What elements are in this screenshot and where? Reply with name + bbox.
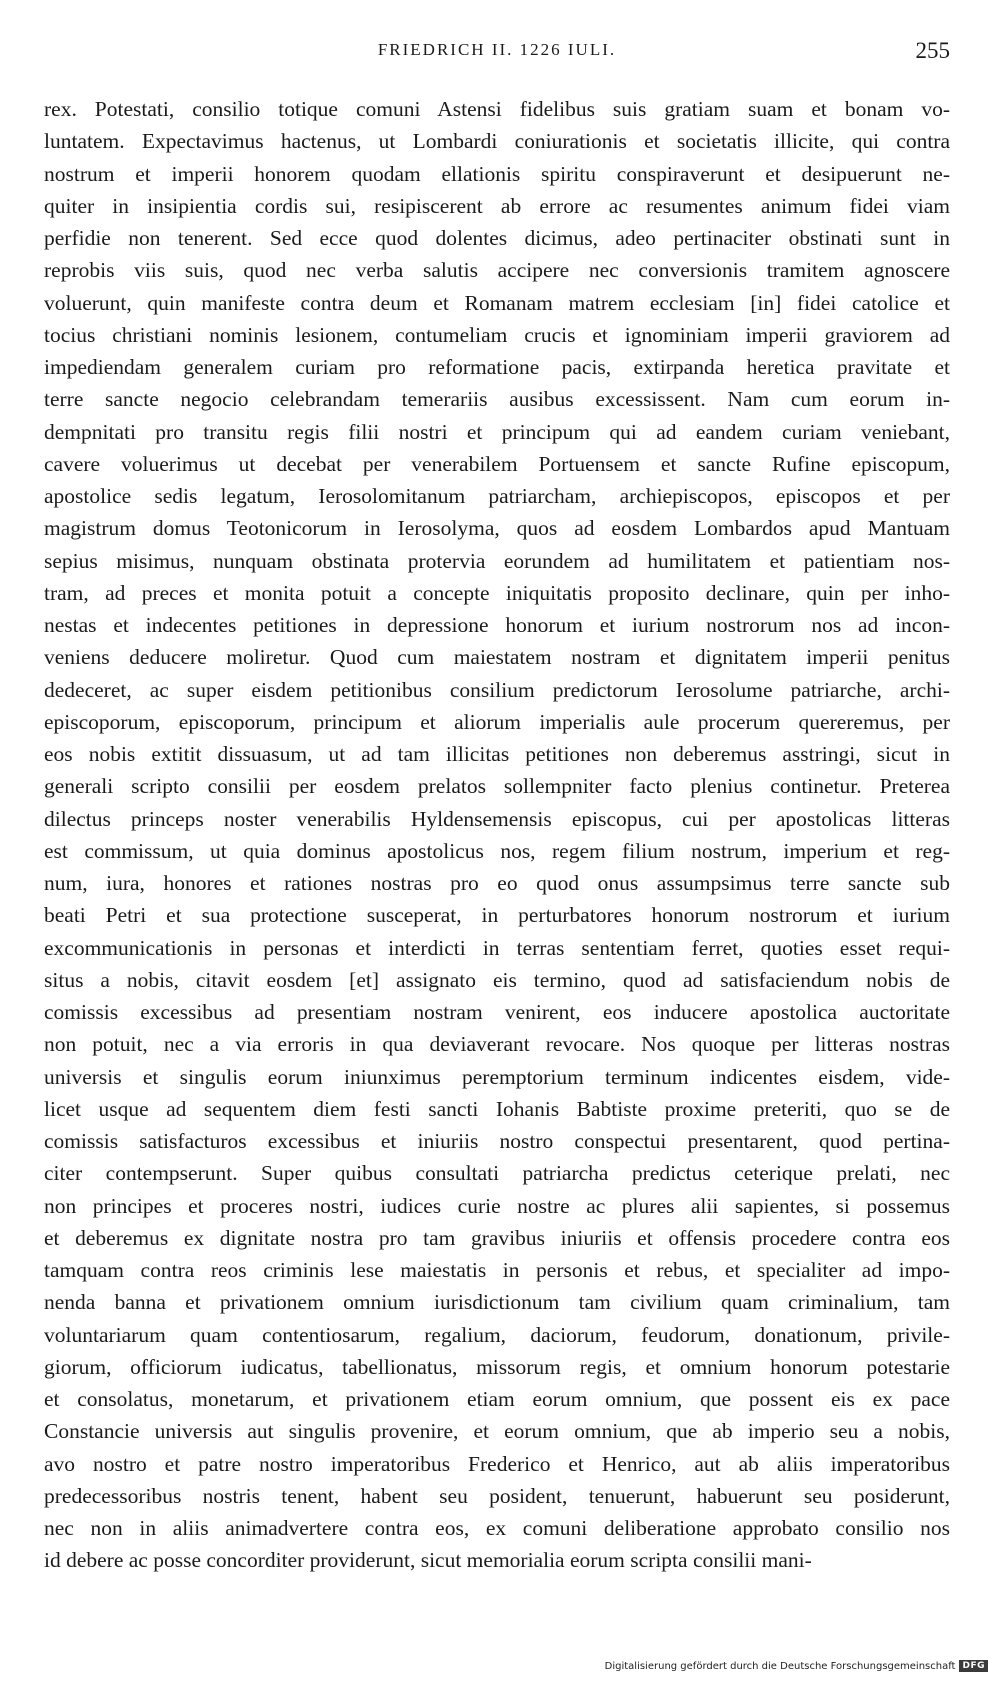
text-line: beati Petri et sua protectione susceperat, in perturbatores honorum nostrorum et iurium [44, 903, 950, 928]
text-line: Constancie universis aut singulis provenire, et eorum omnium, que ab imperio seu a nobis, [44, 1419, 950, 1444]
text-line: perfidie non tenerent. Sed ecce quod dolentes dicimus, adeo pertinaciter obstinati sunt in [44, 226, 950, 250]
text-line: apostolice sedis legatum, Ierosolomitanum patriarcham, archiepiscopos, episcopos et per [44, 484, 950, 508]
text-line: dilectus princeps noster venerabilis Hyldensemensis episcopus, cui per apostolicas litteras [44, 806, 950, 831]
text-line: comissis excessibus ad presentiam nostram venirent, eos inducere apostolica auctoritate [44, 1000, 950, 1024]
text-line: universis et singulis eorum iniunximus peremptorium terminum indicentes eisdem, vide- [44, 1064, 950, 1089]
text-line: predecessoribus nostris tenent, habent seu posident, tenuerunt, habuerunt seu posiderunt, [44, 1483, 950, 1508]
text-line: dempnitati pro transitu regis filii nostri et principum qui ad eandem curiam veniebant, [44, 419, 950, 444]
text-line: tram, ad preces et monita potuit a concepte iniquitatis proposito declinare, quin per inho- [44, 580, 950, 605]
text-line: giorum, officiorum iudicatus, tabellionatus, missorum regis, et omnium honorum potestarie [44, 1354, 950, 1379]
text-line: et consolatus, monetarum, et privationem etiam eorum omnium, que possent eis ex pace [44, 1387, 950, 1411]
page-header [44, 38, 950, 70]
text-line: licet usque ad sequentem diem festi sancti Iohanis Babtiste proxime preteriti, quo se de [44, 1096, 950, 1121]
text-line: rex. Potestati, consilio totique comuni Astensi fidelibus suis gratiam suam et bonam vo- [44, 97, 950, 121]
text-line: id debere ac posse concorditer providerunt, sicut memorialia eorum scripta consilii mani- [44, 1548, 812, 1573]
text-line: nec non in aliis animadvertere contra eos, ex comuni deliberatione approbato consilio nos [44, 1516, 950, 1540]
dfg-logo: DFG [959, 1660, 988, 1672]
text-line: eos nobis extitit dissuasum, ut ad tam illicitas petitiones non deberemus asstringi, sicut in [44, 742, 950, 766]
text-line: tamquam contra reos criminis lese maiestatis in personis et rebus, et specialiter ad impo- [44, 1258, 950, 1282]
text-line: cavere voluerimus ut decebat per venerabilem Portuensem et sancte Rufine episcopum, [44, 451, 950, 476]
text-line: terre sancte negocio celebrandam temerariis ausibus excessissent. Nam cum eorum in- [44, 387, 950, 412]
text-line: episcoporum, episcoporum, principum et aliorum imperialis aule procerum quereremus, per [44, 709, 950, 734]
text-line: sepius misimus, nunquam obstinata protervia eorundem ad humilitatem et patientiam nos- [44, 548, 950, 573]
footer [605, 1660, 988, 1672]
body-text [44, 93, 950, 1577]
text-line: nestas et indecentes petitiones in depressione honorum et iurium nostrorum nos ad incon- [44, 613, 950, 637]
text-line: non potuit, nec a via erroris in qua deviaverant revocare. Nos quoque per litteras nostras [44, 1032, 950, 1057]
text-line: impediendam generalem curiam pro reformatione pacis, extirpanda heretica pravitate et [44, 355, 950, 379]
text-line: non principes et proceres nostri, iudices curie nostre ac plures alii sapientes, si possemus [44, 1193, 950, 1218]
running-head: FRIEDRICH II. 1226 IULI. [377, 40, 617, 59]
text-line: nenda banna et privationem omnium iurisdictionum tam civilium quam criminalium, tam [44, 1290, 950, 1315]
text-line: comissis satisfacturos excessibus et iniuriis nostro conspectui presentarent, quod pertina- [44, 1129, 950, 1153]
text-line: citer contempserunt. Super quibus consultati patriarcha predictus ceterique prelati, nec [44, 1161, 950, 1186]
text-line: generali scripto consilii per eosdem prelatos sollempniter facto plenius continetur. Preterea [44, 774, 950, 799]
text-line: voluntariarum quam contentiosarum, regalium, daciorum, feudorum, donationum, privile- [44, 1322, 950, 1347]
text-line: tocius christiani nominis lesionem, contumeliam crucis et ignominiam imperii graviorem ad [44, 322, 950, 347]
digitization-credit: Digitalisierung gefördert durch die Deutsche Forschungsgemeinschaft [604, 1660, 956, 1672]
text-line: luntatem. Expectavimus hactenus, ut Lombardi coniurationis et societatis illicite, qui contra [44, 129, 950, 154]
text-line: est commissum, ut quia dominus apostolicus nos, regem filium nostrum, imperium et reg- [44, 838, 950, 863]
text-line: magistrum domus Teotonicorum in Ierosolyma, quos ad eosdem Lombardos apud Mantuam [44, 516, 950, 541]
text-line: avo nostro et patre nostro imperatoribus Frederico et Henrico, aut ab aliis imperatoribus [44, 1451, 950, 1476]
text-line: reprobis viis suis, quod nec verba salutis accipere nec conversionis tramitem agnoscere [44, 258, 950, 283]
page-number: 255 [915, 38, 950, 63]
text-line: dedeceret, ac super eisdem petitionibus consilium predictorum Ierosolume patriarche, archi- [44, 677, 950, 702]
text-line: num, iura, honores et rationes nostras pro eo quod onus assumpsimus terre sancte sub [44, 871, 950, 895]
text-line: situs a nobis, citavit eosdem [et] assignato eis termino, quod ad satisfaciendum nobis de [44, 967, 950, 992]
text-line: quiter in insipientia cordis sui, resipiscerent ab errore ac resumentes animum fidei viam [44, 193, 950, 218]
text-line: nostrum et imperii honorem quodam ellationis spiritu conspiraverunt et desipuerunt ne- [44, 161, 950, 186]
text-line: excommunicationis in personas et interdicti in terras sententiam ferret, quoties esset requi- [44, 935, 950, 960]
text-line: voluerunt, quin manifeste contra deum et Romanam matrem ecclesiam [in] fidei catolice et [44, 290, 950, 315]
text-line: et deberemus ex dignitate nostra pro tam gravibus iniuriis et offensis procedere contra eos [44, 1225, 950, 1250]
text-line: veniens deducere moliretur. Quod cum maiestatem nostram et dignitatem imperii penitus [44, 645, 950, 670]
